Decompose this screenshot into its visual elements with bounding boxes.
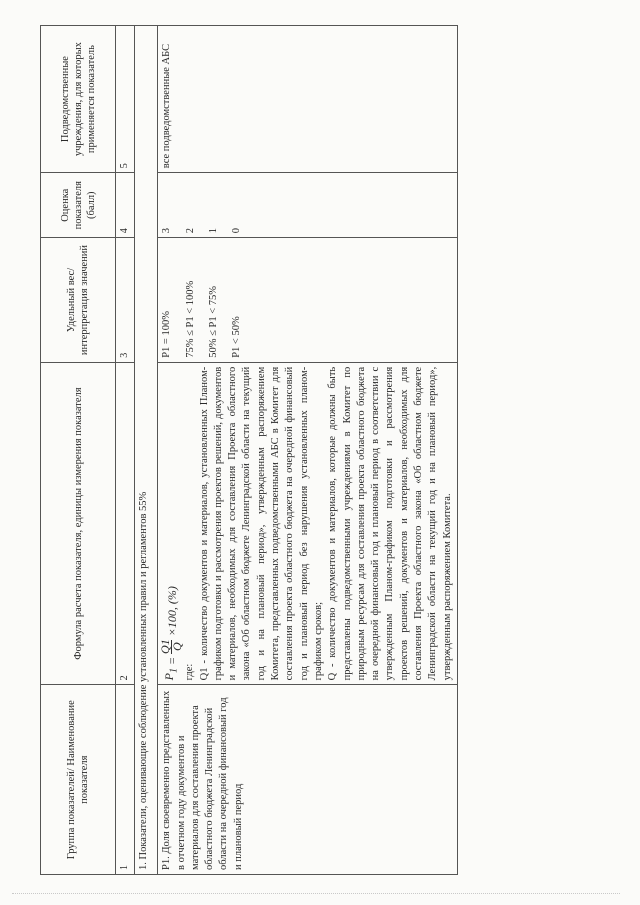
- column-number-row: [116, 26, 135, 875]
- score-item: 1: [207, 228, 219, 234]
- header-weight: Удельный вес/интерпретация значений: [41, 238, 116, 363]
- header-score: Оценка показателя (балл): [41, 173, 116, 238]
- formula: [160, 367, 183, 681]
- column-number: 5: [116, 26, 135, 173]
- header-formula: Формула расчета показателя, единицы измерения показателя: [41, 362, 116, 685]
- formula-eq: =: [164, 656, 179, 666]
- scores-cell: [158, 173, 458, 238]
- header-group-name: Группа показателей/ Наименование показателя: [41, 685, 116, 875]
- q-definition: Q - количество документов и материалов, которые должны быть представлены подведомственными учреждениями в Комитет по природным ресурсам для составления проекта областного бюджета на очередной финансовый год и плановый период в соответствии с утвержденным Планом-графиком подготовки и рассмотрения проектов решений, документов и материалов, необходимых для составления Проекта областного закона «Об областном бюджете Ленинградской области на текущий год и на плановый период», утвержденным распоряжением Комитета.: [327, 366, 453, 681]
- column-number: 3: [116, 238, 135, 363]
- column-number: 2: [116, 362, 135, 685]
- section-row: [135, 26, 158, 875]
- scan-dots: [12, 893, 620, 894]
- document-page: [40, 25, 600, 875]
- section-title: 1. Показатели, оценивающие соблюдение установленных правил и регламентов 55%: [135, 26, 158, 875]
- formula-numerator: Q1: [158, 639, 173, 654]
- score-item: 2: [184, 228, 196, 234]
- intervals-cell: [158, 238, 458, 363]
- applies-to: все подведомственные АБС: [158, 26, 458, 173]
- indicator-name: Р1. Доля своевременно представленных в отчетном году документов и материалов для составления проекта областного бюджета Ленинградской области на очередной финансовый год и плановый период: [158, 685, 458, 875]
- interval-item: 50% ≤ P1 < 75%: [207, 286, 219, 358]
- interval-item: P1 < 50%: [231, 316, 243, 358]
- indicator-table: [40, 25, 458, 875]
- formula-sub: 1: [168, 668, 180, 674]
- formula-fraction: [160, 639, 183, 654]
- table-row: [158, 26, 458, 875]
- column-number: 1: [116, 685, 135, 875]
- formula-cell: [158, 362, 458, 685]
- interval-item: 75% ≤ P1 < 100%: [184, 280, 196, 358]
- q1-definition: Q1 - количество документов и материалов, установленных Планом-графиком подготовки и рассмотрения проектов решений, документов и материалов, необходимых для составления Проекта областного закона «Об областном бюджете Ленинградской области на текущий год и на плановый период», утвержденным распоряжением Комитета, представленных подведомственными АБС в Комитет для составления проекта областного бюджета на очередной финансовый год и плановый период без нарушения установленных планом-графиком сроков;: [198, 366, 324, 681]
- header-row: [41, 26, 116, 875]
- column-number: 4: [116, 173, 135, 238]
- formula-lhs: P: [161, 673, 176, 681]
- formula-tail: ×100, (%): [164, 586, 179, 637]
- formula-denominator: Q: [170, 642, 185, 651]
- score-item: 3: [161, 228, 173, 234]
- score-item: 0: [231, 228, 243, 234]
- header-institutions: Подведомственные учреждения, для которых применяется показатель: [41, 26, 116, 173]
- where-label: где:: [184, 663, 196, 681]
- interval-item: P1 = 100%: [161, 311, 173, 358]
